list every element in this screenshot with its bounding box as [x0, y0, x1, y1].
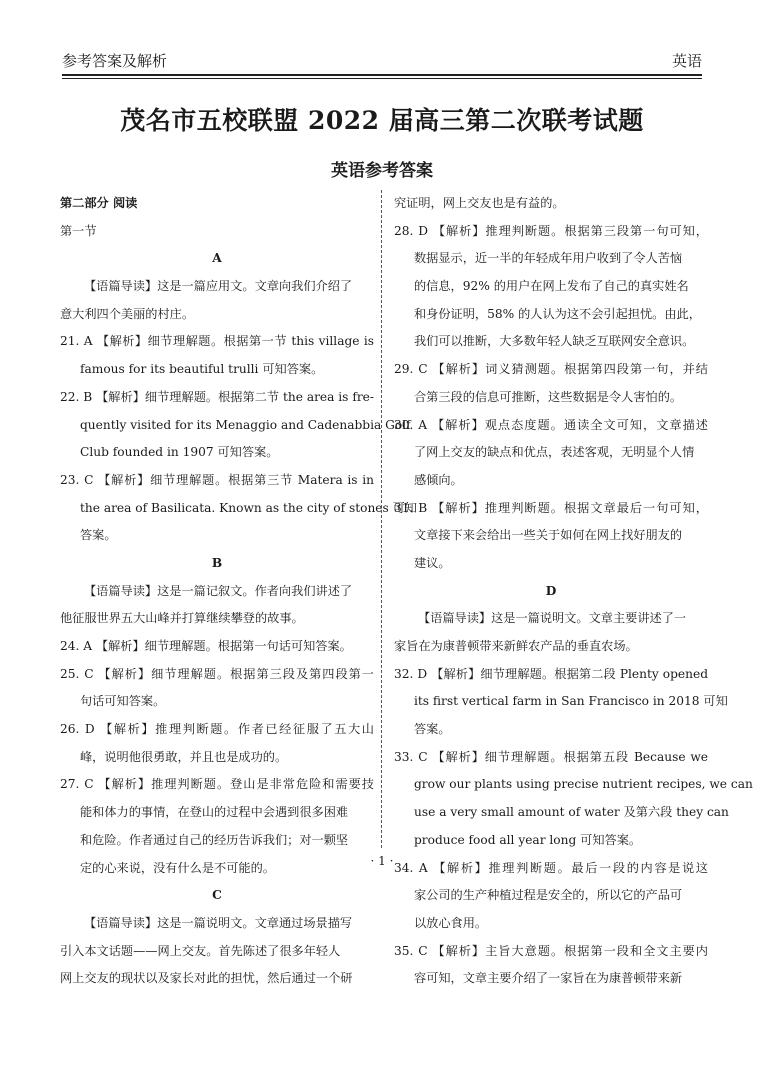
text-line: 容可知，文章主要介绍了一家旨在为康普顿带来新	[414, 971, 683, 986]
text-line: 答案。	[80, 528, 117, 543]
text-line: 21. A 【解析】细节理解题。根据第一节 this village is	[60, 334, 374, 349]
text-line: 30. A 【解析】观点态度题。通读全文可知，文章描述	[394, 417, 708, 432]
text-line: 26. D 【解析】推理判断题。作者已经征服了五大山	[60, 722, 374, 737]
text-line: 28. D 【解析】推理判断题。根据第三段第一句可知，	[394, 223, 708, 238]
text-line: 33. C 【解析】细节理解题。根据第五段 Because we	[394, 749, 708, 764]
column-divider	[381, 190, 382, 848]
text-line: 定的心来说，没有什么是不可能的。	[80, 860, 275, 875]
text-line: 34. A 【解析】推理判断题。最后一段的内容是说这	[394, 860, 708, 875]
text-line: 的信息，92% 的用户在网上发布了自己的真实姓名	[414, 279, 689, 294]
text-line: 答案。	[414, 722, 451, 737]
text-line: 家公司的生产种植过程是安全的，所以它的产品可	[414, 888, 683, 903]
page-header	[62, 46, 702, 74]
text-line: 35. C 【解析】主旨大意题。根据第一段和全文主要内	[394, 943, 708, 958]
text-line: 能和体力的事情，在登山的过程中会遇到很多困难	[80, 805, 349, 820]
text-line: famous for its beautiful trulli 可知答案。	[80, 362, 324, 377]
text-line: produce food all year long 可知答案。	[414, 832, 642, 847]
text-line: the area of Basilicata. Known as the city of stones 可知	[80, 500, 418, 515]
text-line: 【语篇导读】这是一篇应用文。文章向我们介绍了	[84, 279, 353, 294]
header-rule-thick	[62, 74, 702, 76]
text-line: 引入本文话题——网上交友。首先陈述了很多年轻人	[60, 943, 341, 958]
text-line: 我们可以推断，大多数年轻人缺乏互联网安全意识。	[414, 334, 695, 349]
right-column	[394, 190, 753, 993]
text-line: B	[211, 555, 223, 570]
text-line: its first vertical farm in San Francisco in 2018 可知	[414, 694, 728, 709]
text-line: 32. D 【解析】细节理解题。根据第二段 Plenty opened	[394, 666, 708, 681]
text-line: 23. C 【解析】细节理解题。根据第三节 Matera is in	[60, 472, 374, 487]
text-line: grow our plants using precise nutrient recipes, we can	[414, 777, 753, 792]
text-line: 合第三段的信息可推断，这些数据是令人害怕的。	[414, 389, 683, 404]
text-line: A	[212, 251, 222, 266]
text-line: 意大利四个美丽的村庄。	[60, 306, 195, 321]
text-line: quently visited for its Menaggio and Cadenabbia Golf	[80, 417, 411, 432]
header-section-label: 参考答案及解析	[62, 52, 168, 70]
text-line: 了网上交友的缺点和优点，表述客观，无明显个人情	[414, 445, 695, 460]
text-line: 和危险。作者通过自己的经历告诉我们；对一颗坚	[80, 832, 349, 847]
text-line: 24. A 【解析】细节理解题。根据第一句话可知答案。	[60, 639, 352, 653]
header-subject-label: 英语	[671, 52, 702, 70]
page-number: · 1 ·	[370, 854, 394, 868]
text-line: 第一节	[60, 223, 97, 238]
text-line: C	[212, 888, 222, 903]
text-line: 数据显示，近一半的年轻成年用户收到了令人苦恼	[414, 251, 683, 266]
text-line: D	[545, 583, 557, 598]
header-rule-thin	[62, 78, 702, 79]
text-line: 第二部分 阅读	[60, 196, 138, 210]
text-line: 句话可知答案。	[80, 694, 166, 709]
text-line: 29. C 【解析】词义猜测题。根据第四段第一句，并结	[394, 362, 708, 377]
document-title: 茂名市五校联盟 2022 届高三第二次联考试题	[120, 106, 644, 135]
text-line: 和身份证明，58% 的人认为这不会引起担忧。由此，	[414, 306, 701, 321]
text-line: Club founded in 1907 可知答案。	[80, 445, 279, 460]
document-subtitle: 英语参考答案	[331, 161, 433, 181]
left-column	[60, 190, 418, 993]
text-line: 【语篇导读】这是一篇记叙文。作者向我们讲述了	[84, 583, 353, 598]
text-line: 家旨在为康普顿带来新鲜农产品的垂直农场。	[394, 639, 638, 653]
text-line: 网上交友的现状以及家长对此的担忧，然后通过一个研	[60, 971, 353, 986]
text-line: 25. C 【解析】细节理解题。根据第三段及第四段第一	[60, 666, 374, 681]
text-line: 感倾向。	[414, 472, 463, 487]
text-line: 建议。	[414, 555, 451, 570]
text-line: 文章接下来会给出一些关于如何在网上找好朋友的	[414, 528, 683, 543]
text-line: 27. C 【解析】推理判断题。登山是非常危险和需要技	[60, 777, 374, 792]
text-line: 31. B 【解析】推理判断题。根据文章最后一句可知，	[394, 500, 708, 515]
text-line: 峰，说明他很勇敢，并且也是成功的。	[80, 749, 288, 764]
text-line: 以放心食用。	[414, 915, 488, 930]
text-line: 【语篇导读】这是一篇说明文。文章通过场景描写	[84, 915, 353, 930]
text-line: 【语篇导读】这是一篇说明文。文章主要讲述了一	[418, 611, 687, 626]
text-line: 他征服世界五大山峰并打算继续攀登的故事。	[60, 611, 304, 626]
text-line: 究证明，网上交友也是有益的。	[394, 196, 565, 210]
text-line: 22. B 【解析】细节理解题。根据第二节 the area is fre-	[60, 389, 374, 404]
text-line: use a very small amount of water 及第六段 they can	[414, 805, 729, 820]
